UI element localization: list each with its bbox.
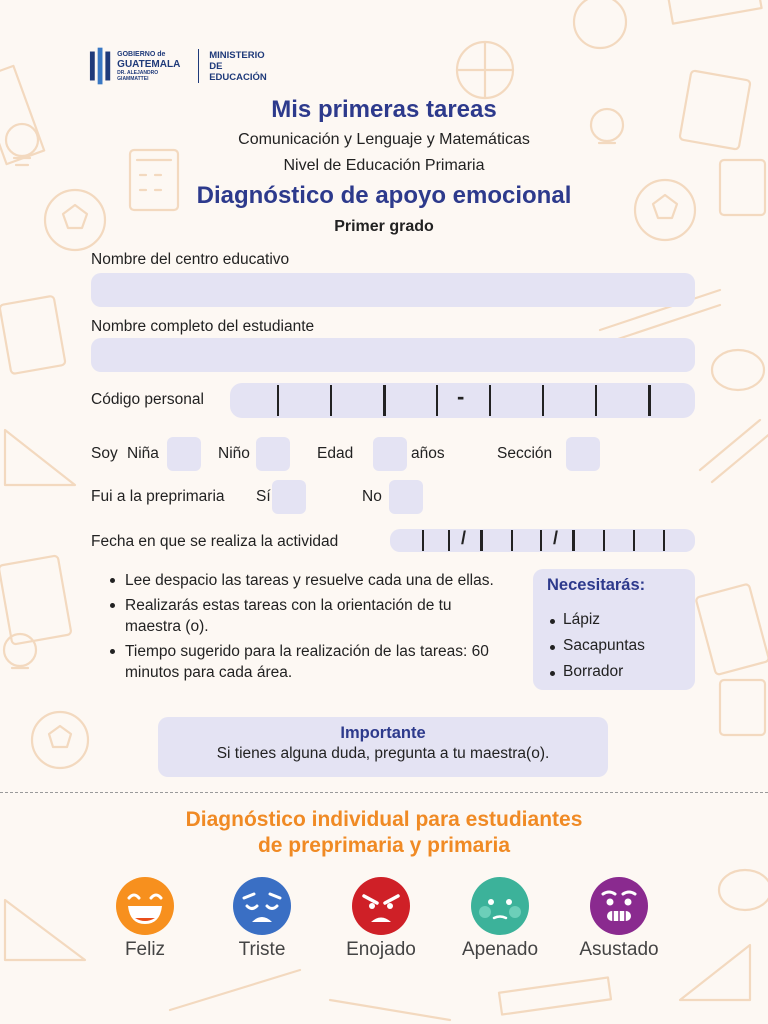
code-separator: - (457, 384, 465, 409)
section-field[interactable] (566, 437, 600, 471)
ministry-logo (88, 44, 278, 88)
needs-item: Lápiz (563, 611, 601, 628)
sad-face-icon (232, 876, 292, 936)
instruction-item: Realizarás estas tareas con la orientación de tu maestra (o). (108, 595, 508, 637)
emotion-triste[interactable] (202, 876, 322, 961)
emotion-label: Asustado (579, 939, 659, 960)
ministry-line1: MINISTERIO DE (209, 49, 265, 72)
emotion-label: Feliz (124, 939, 166, 960)
preprimaria-yes-checkbox[interactable] (272, 480, 306, 514)
ministry-wordmark (209, 50, 278, 83)
date-divider (540, 530, 542, 551)
date-divider (633, 530, 635, 551)
page-title: Mis primeras tareas (271, 96, 497, 123)
instructions-list (108, 570, 508, 687)
logo-divider (198, 49, 199, 83)
date-label: Fecha en que se realiza la actividad (91, 533, 339, 550)
nino-checkbox[interactable] (256, 437, 290, 471)
code-divider (542, 385, 544, 416)
individual-diagnostic-title-line2: de preprimaria y primaria (257, 834, 511, 857)
code-divider (383, 385, 386, 416)
date-field[interactable] (390, 529, 695, 552)
soy-label: Soy (91, 445, 118, 462)
emotion-feliz[interactable] (85, 876, 205, 961)
needs-item: Sacapuntas (563, 637, 645, 654)
scared-face-icon (589, 876, 649, 936)
school-name-field[interactable] (91, 273, 695, 307)
important-title: Importante (340, 724, 426, 742)
code-divider (595, 385, 597, 416)
date-divider (663, 530, 665, 551)
code-divider (648, 385, 651, 416)
guatemala-emblem-icon (88, 47, 111, 85)
personal-code-label: Código personal (91, 391, 204, 408)
subject-subtitle: Comunicación y Lenguaje y Matemáticas (238, 131, 530, 148)
edad-label: Edad (317, 445, 354, 462)
personal-code-field[interactable] (230, 383, 695, 418)
cut-line-divider (0, 792, 768, 793)
instruction-item: Tiempo sugerido para la realización de las tareas: 60 minutos para cada área. (108, 641, 508, 683)
si-label: Sí (256, 488, 271, 505)
nina-label: Niña (127, 445, 159, 462)
anos-label: años (411, 445, 445, 462)
embarrassed-face-icon (470, 876, 530, 936)
emotion-apenado[interactable] (440, 876, 560, 961)
date-divider (511, 530, 513, 551)
government-wordmark (117, 51, 188, 82)
date-divider (422, 530, 424, 551)
diagnostic-title: Diagnóstico de apoyo emocional (196, 182, 572, 209)
angry-face-icon (351, 876, 411, 936)
no-label: No (362, 488, 382, 505)
date-divider (603, 530, 605, 551)
gov-line1: GOBIERNO de (117, 50, 166, 58)
gov-line3: DR. ALEJANDRO GIAMMATTEI (117, 69, 159, 82)
preprimaria-label: Fui a la preprimaria (91, 488, 225, 505)
code-divider (489, 385, 491, 416)
emotion-label: Apenado (461, 939, 539, 960)
individual-diagnostic-title-line1: Diagnóstico individual para estudiantes (185, 808, 583, 831)
emotion-asustado[interactable] (559, 876, 679, 961)
needs-title: Necesitarás: (547, 576, 646, 594)
student-name-field[interactable] (91, 338, 695, 372)
needs-item: Borrador (563, 663, 624, 680)
happy-face-icon (115, 876, 175, 936)
instruction-item: Lee despacio las tareas y resuelve cada una de ellas. (108, 570, 508, 591)
date-divider (572, 530, 575, 551)
nina-checkbox[interactable] (167, 437, 201, 471)
emotion-enojado[interactable] (321, 876, 441, 961)
age-field[interactable] (373, 437, 407, 471)
code-divider (277, 385, 279, 416)
preprimaria-no-checkbox[interactable] (389, 480, 423, 514)
nino-label: Niño (218, 445, 250, 462)
student-name-label: Nombre completo del estudiante (91, 318, 315, 335)
emotion-label: Triste (238, 939, 286, 960)
date-divider (448, 530, 450, 551)
date-slash: / (461, 528, 467, 548)
code-divider (436, 385, 438, 416)
needs-box (533, 569, 695, 690)
grade-label: Primer grado (334, 218, 434, 235)
school-name-label: Nombre del centro educativo (91, 251, 290, 268)
date-slash: / (553, 528, 559, 548)
gov-line2: GUATEMALA (117, 58, 181, 70)
date-divider (480, 530, 483, 551)
important-text: Si tienes alguna duda, pregunta a tu maestra(o). (216, 745, 550, 762)
level-subtitle: Nivel de Educación Primaria (283, 157, 485, 174)
code-divider (330, 385, 332, 416)
ministry-line2: EDUCACIÓN (209, 71, 267, 83)
important-box (158, 717, 608, 777)
emotion-label: Enojado (346, 939, 416, 960)
seccion-label: Sección (497, 445, 553, 462)
